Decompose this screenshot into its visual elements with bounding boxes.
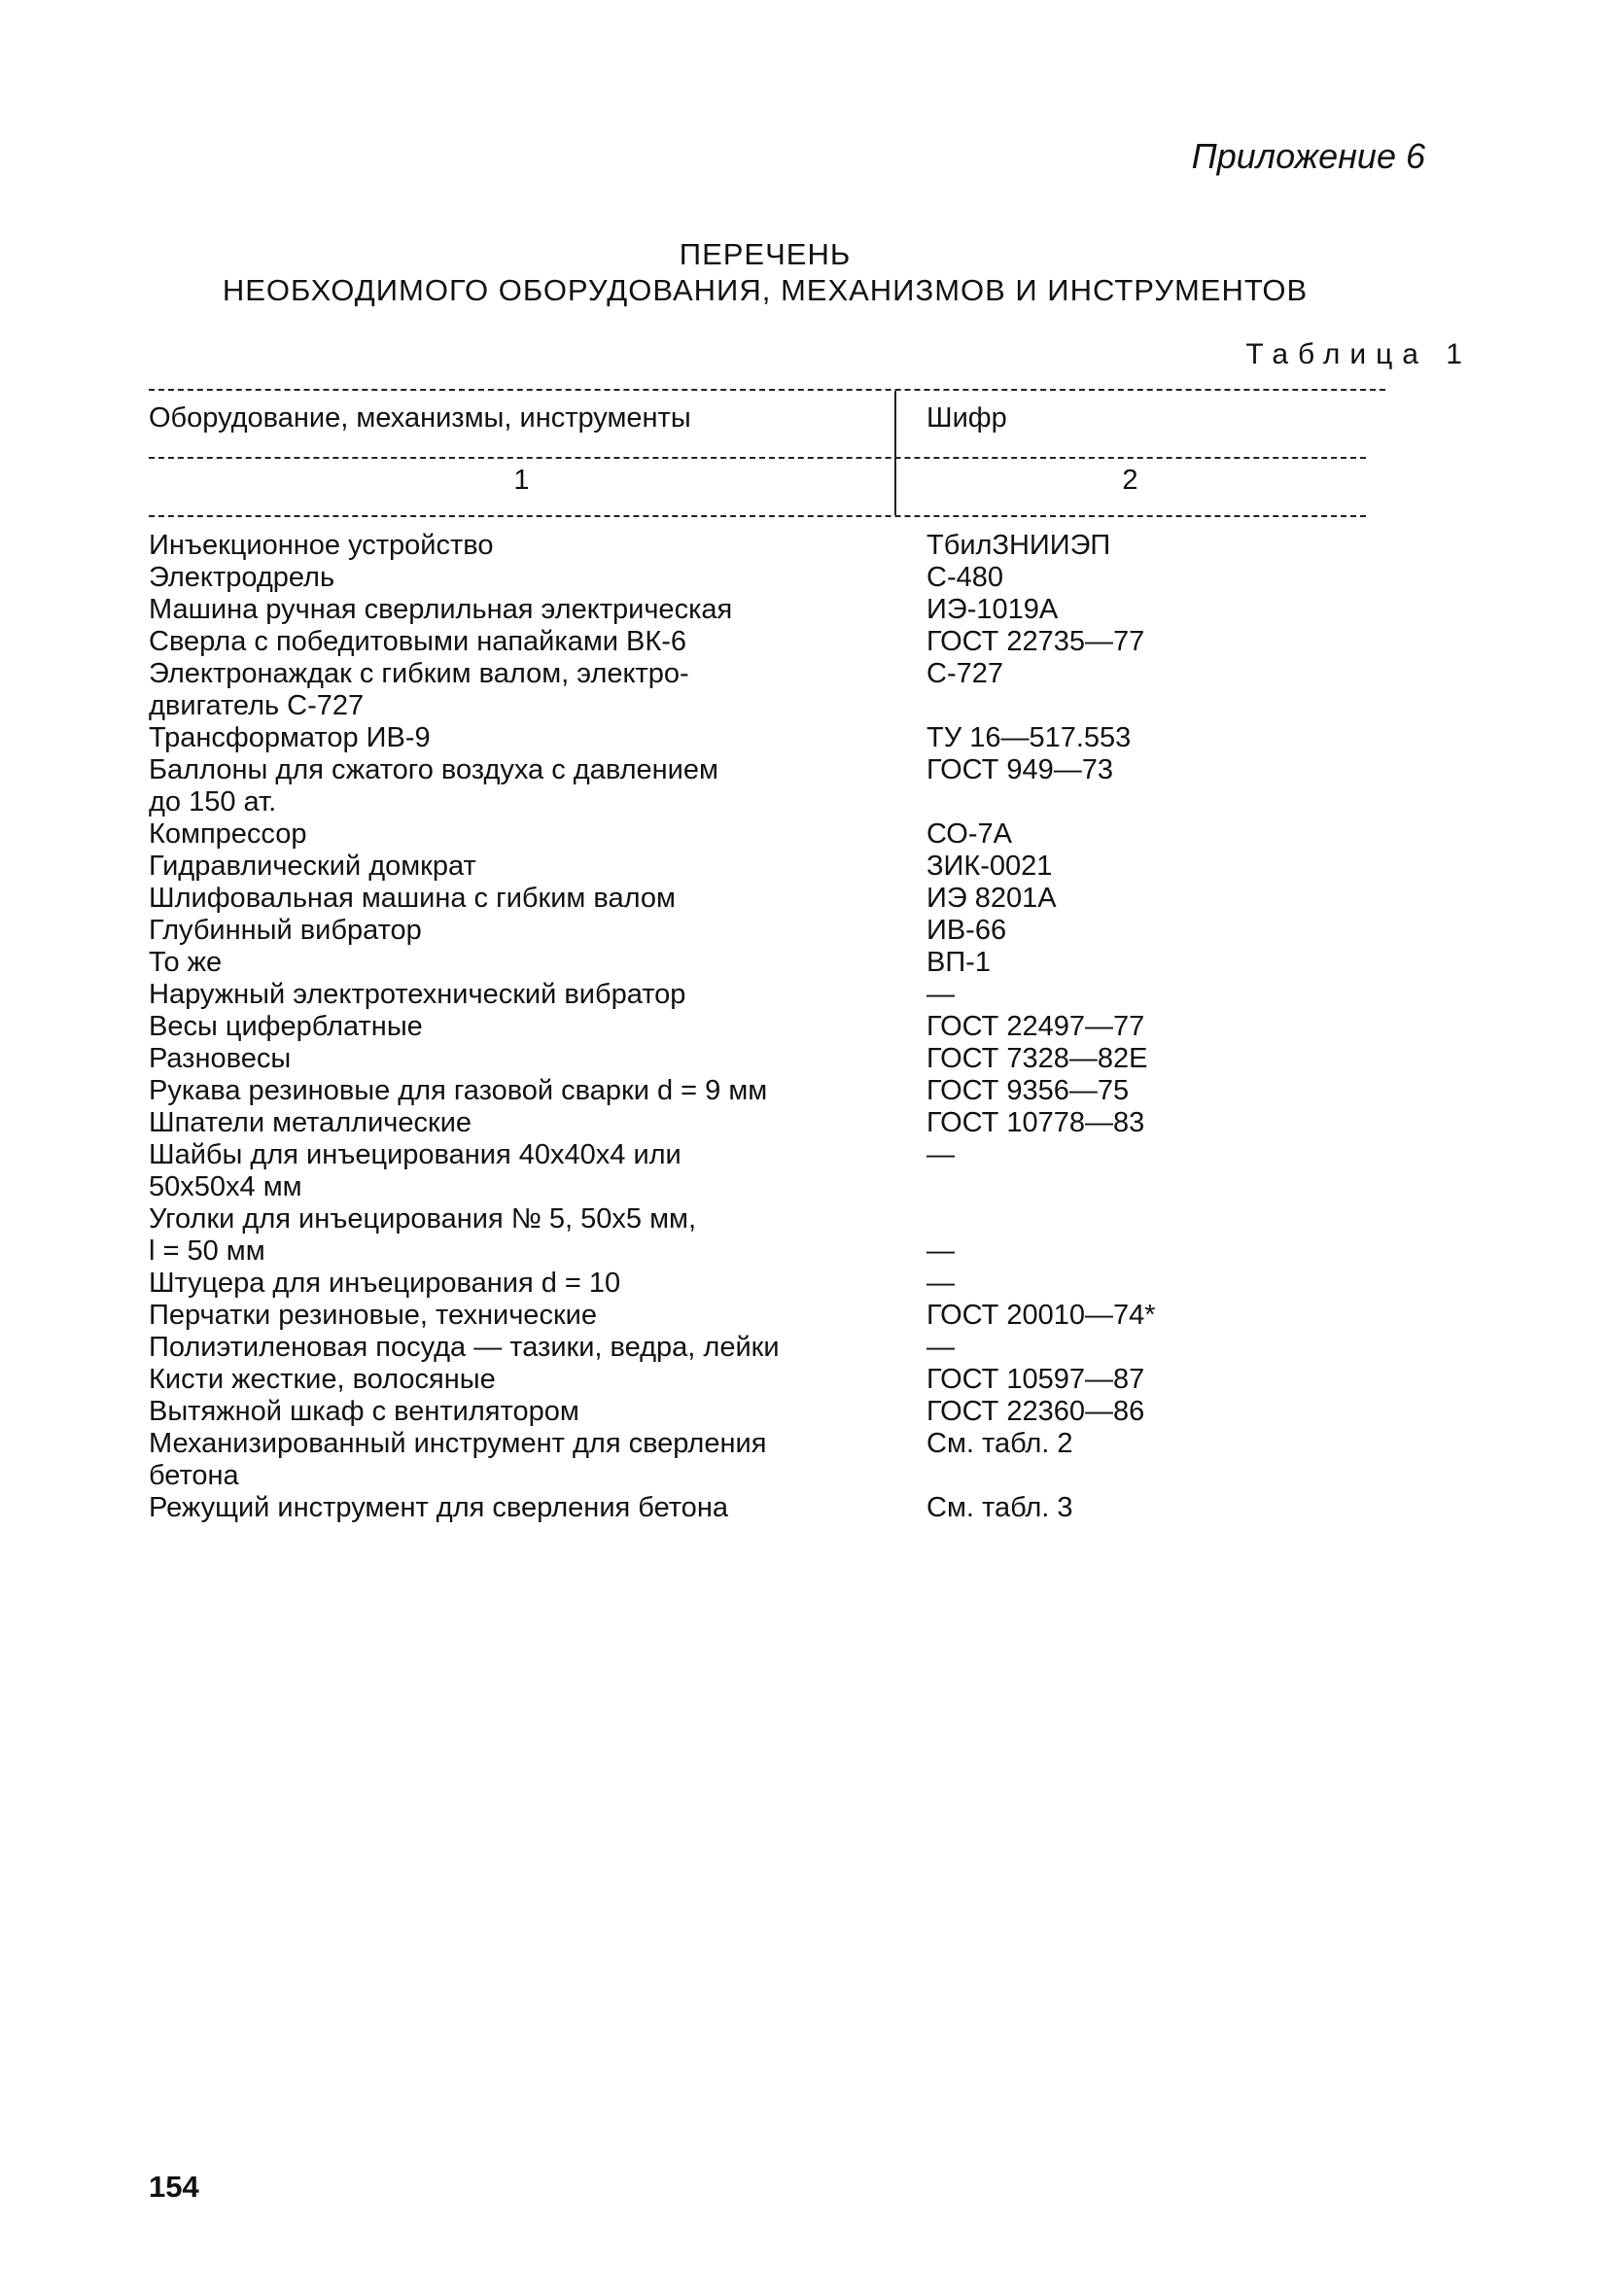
equipment-code: С-727 xyxy=(926,658,1003,689)
table-row xyxy=(149,1268,1413,1300)
equipment-name: Кисти жесткие, волосяные xyxy=(149,1364,496,1395)
table-row xyxy=(149,1300,1413,1332)
equipment-code xyxy=(926,1171,1413,1203)
numbers-bottom-rule xyxy=(149,515,1366,517)
equipment-name: Рукава резиновые для газовой сварки d = 9 мм xyxy=(149,1075,768,1106)
equipment-code: ВП-1 xyxy=(926,947,991,978)
table-row xyxy=(149,594,1413,626)
equipment-code: ГОСТ 22497—77 xyxy=(926,1011,1145,1042)
equipment-code: С-480 xyxy=(926,562,1003,593)
equipment-code: ГОСТ 22735—77 xyxy=(926,626,1145,657)
equipment-code: — xyxy=(926,979,955,1010)
equipment-name: Наружный электротехнический вибратор xyxy=(149,979,686,1010)
equipment-name: Перчатки резиновые, технические xyxy=(149,1300,597,1331)
equipment-code: ИВ-66 xyxy=(926,915,1007,946)
table-row xyxy=(149,722,1413,754)
header-bottom-rule xyxy=(149,457,1366,459)
equipment-name: Штуцера для инъецирования d = 10 xyxy=(149,1268,621,1299)
equipment-name: Полиэтиленовая посуда — тазики, ведра, лейки xyxy=(149,1332,780,1363)
header-equipment: Оборудование, механизмы, инструменты xyxy=(149,402,691,434)
equipment-code: См. табл. 3 xyxy=(926,1492,1073,1523)
header-code: Шифр xyxy=(926,402,1007,434)
table-row xyxy=(149,1107,1413,1139)
equipment-name: Вытяжной шкаф с вентилятором xyxy=(149,1396,579,1427)
table-row xyxy=(149,786,1413,818)
equipment-code: ГОСТ 949—73 xyxy=(926,754,1114,785)
equipment-list xyxy=(149,530,1413,1524)
equipment-code: ТУ 16—517.553 xyxy=(926,722,1132,753)
equipment-name: Инъекционное устройство xyxy=(149,530,494,561)
equipment-code: СО-7А xyxy=(926,818,1012,850)
table-row xyxy=(149,1396,1413,1428)
column-number-2: 2 xyxy=(1122,465,1138,496)
equipment-name: Компрессор xyxy=(149,818,307,850)
table-row xyxy=(149,1139,1413,1171)
equipment-code: ЗИК-0021 xyxy=(926,851,1053,882)
equipment-code: ГОСТ 7328—82Е xyxy=(926,1043,1148,1074)
table-row xyxy=(149,818,1413,851)
table-row xyxy=(149,1364,1413,1396)
equipment-name: 50х50х4 мм xyxy=(149,1171,302,1202)
table-row xyxy=(149,530,1413,562)
appendix-label: Приложение 6 xyxy=(1191,136,1425,176)
table-row xyxy=(149,1011,1413,1043)
equipment-code: ГОСТ 22360—86 xyxy=(926,1396,1145,1427)
table-row xyxy=(149,851,1413,883)
equipment-name: Уголки для инъецирования № 5, 50х5 мм, xyxy=(149,1203,697,1235)
table-row xyxy=(149,754,1413,786)
equipment-name: Шайбы для инъецирования 40х40х4 или xyxy=(149,1139,682,1170)
equipment-code: ГОСТ 10597—87 xyxy=(926,1364,1145,1395)
equipment-name: Шлифовальная машина с гибким валом xyxy=(149,883,676,914)
table-row xyxy=(149,562,1413,594)
table-row xyxy=(149,1235,1413,1268)
equipment-code: — xyxy=(926,1268,955,1299)
equipment-code: ГОСТ 10778—83 xyxy=(926,1107,1145,1138)
column-number-1: 1 xyxy=(513,465,530,496)
equipment-code: ИЭ 8201А xyxy=(926,883,1057,914)
equipment-name: Электродрель xyxy=(149,562,335,593)
equipment-code xyxy=(926,1460,1413,1492)
table-row xyxy=(149,1171,1413,1203)
equipment-code: ИЭ-1019А xyxy=(926,594,1059,625)
equipment-code: ГОСТ 9356—75 xyxy=(926,1075,1130,1106)
equipment-code: См. табл. 2 xyxy=(926,1428,1073,1459)
table-row xyxy=(149,979,1413,1011)
equipment-code: — xyxy=(926,1235,955,1267)
equipment-name: двигатель С-727 xyxy=(149,690,365,721)
equipment-code: ГОСТ 20010—74* xyxy=(926,1300,1156,1331)
table-label: Таблица 1 xyxy=(1245,338,1472,370)
equipment-code: ТбилЗНИИЭП xyxy=(926,530,1111,561)
table-row xyxy=(149,626,1413,658)
equipment-name: Разновесы xyxy=(149,1043,292,1074)
table-row xyxy=(149,1428,1413,1460)
equipment-name: Баллоны для сжатого воздуха с давлением xyxy=(149,754,718,785)
equipment-name: Механизированный инструмент для сверления xyxy=(149,1428,767,1459)
table-row xyxy=(149,1492,1413,1524)
equipment-code: — xyxy=(926,1332,955,1363)
equipment-name: Гидравлический домкрат xyxy=(149,851,476,882)
equipment-name: Весы циферблатные xyxy=(149,1011,423,1042)
equipment-name: до 150 ат. xyxy=(149,786,277,818)
table-row xyxy=(149,1043,1413,1075)
table-row xyxy=(149,690,1413,722)
equipment-code: — xyxy=(926,1139,955,1170)
equipment-name: Сверла с победитовыми напайками ВК-6 xyxy=(149,626,687,657)
document-title-line-2: НЕОБХОДИМОГО ОБОРУДОВАНИЯ, МЕХАНИЗМОВ И ИНСТРУМЕНТОВ xyxy=(222,273,1309,307)
table-row xyxy=(149,947,1413,979)
equipment-name: Шпатели металлические xyxy=(149,1107,472,1138)
equipment-name: Трансформатор ИВ-9 xyxy=(149,722,431,753)
equipment-name: l = 50 мм xyxy=(149,1235,265,1267)
equipment-name: Электронаждак с гибким валом, электро- xyxy=(149,658,689,689)
page-number: 154 xyxy=(149,2170,199,2204)
equipment-name: Машина ручная сверлильная электрическая xyxy=(149,594,733,625)
table-row xyxy=(149,1460,1413,1492)
equipment-code xyxy=(926,786,1413,818)
equipment-name: Режущий инструмент для сверления бетона xyxy=(149,1492,728,1523)
document-title-line-1: ПЕРЕЧЕНЬ xyxy=(679,237,852,271)
table-row xyxy=(149,1075,1413,1107)
table-row xyxy=(149,1332,1413,1364)
table-top-rule xyxy=(149,389,1385,391)
equipment-code xyxy=(926,690,1413,722)
table-row xyxy=(149,1203,1413,1235)
equipment-code xyxy=(926,1203,1413,1235)
table-row xyxy=(149,883,1413,915)
table-row xyxy=(149,915,1413,947)
equipment-name: бетона xyxy=(149,1460,239,1491)
equipment-name: Глубинный вибратор xyxy=(149,915,422,946)
equipment-name: То же xyxy=(149,947,223,978)
table-row xyxy=(149,658,1413,690)
